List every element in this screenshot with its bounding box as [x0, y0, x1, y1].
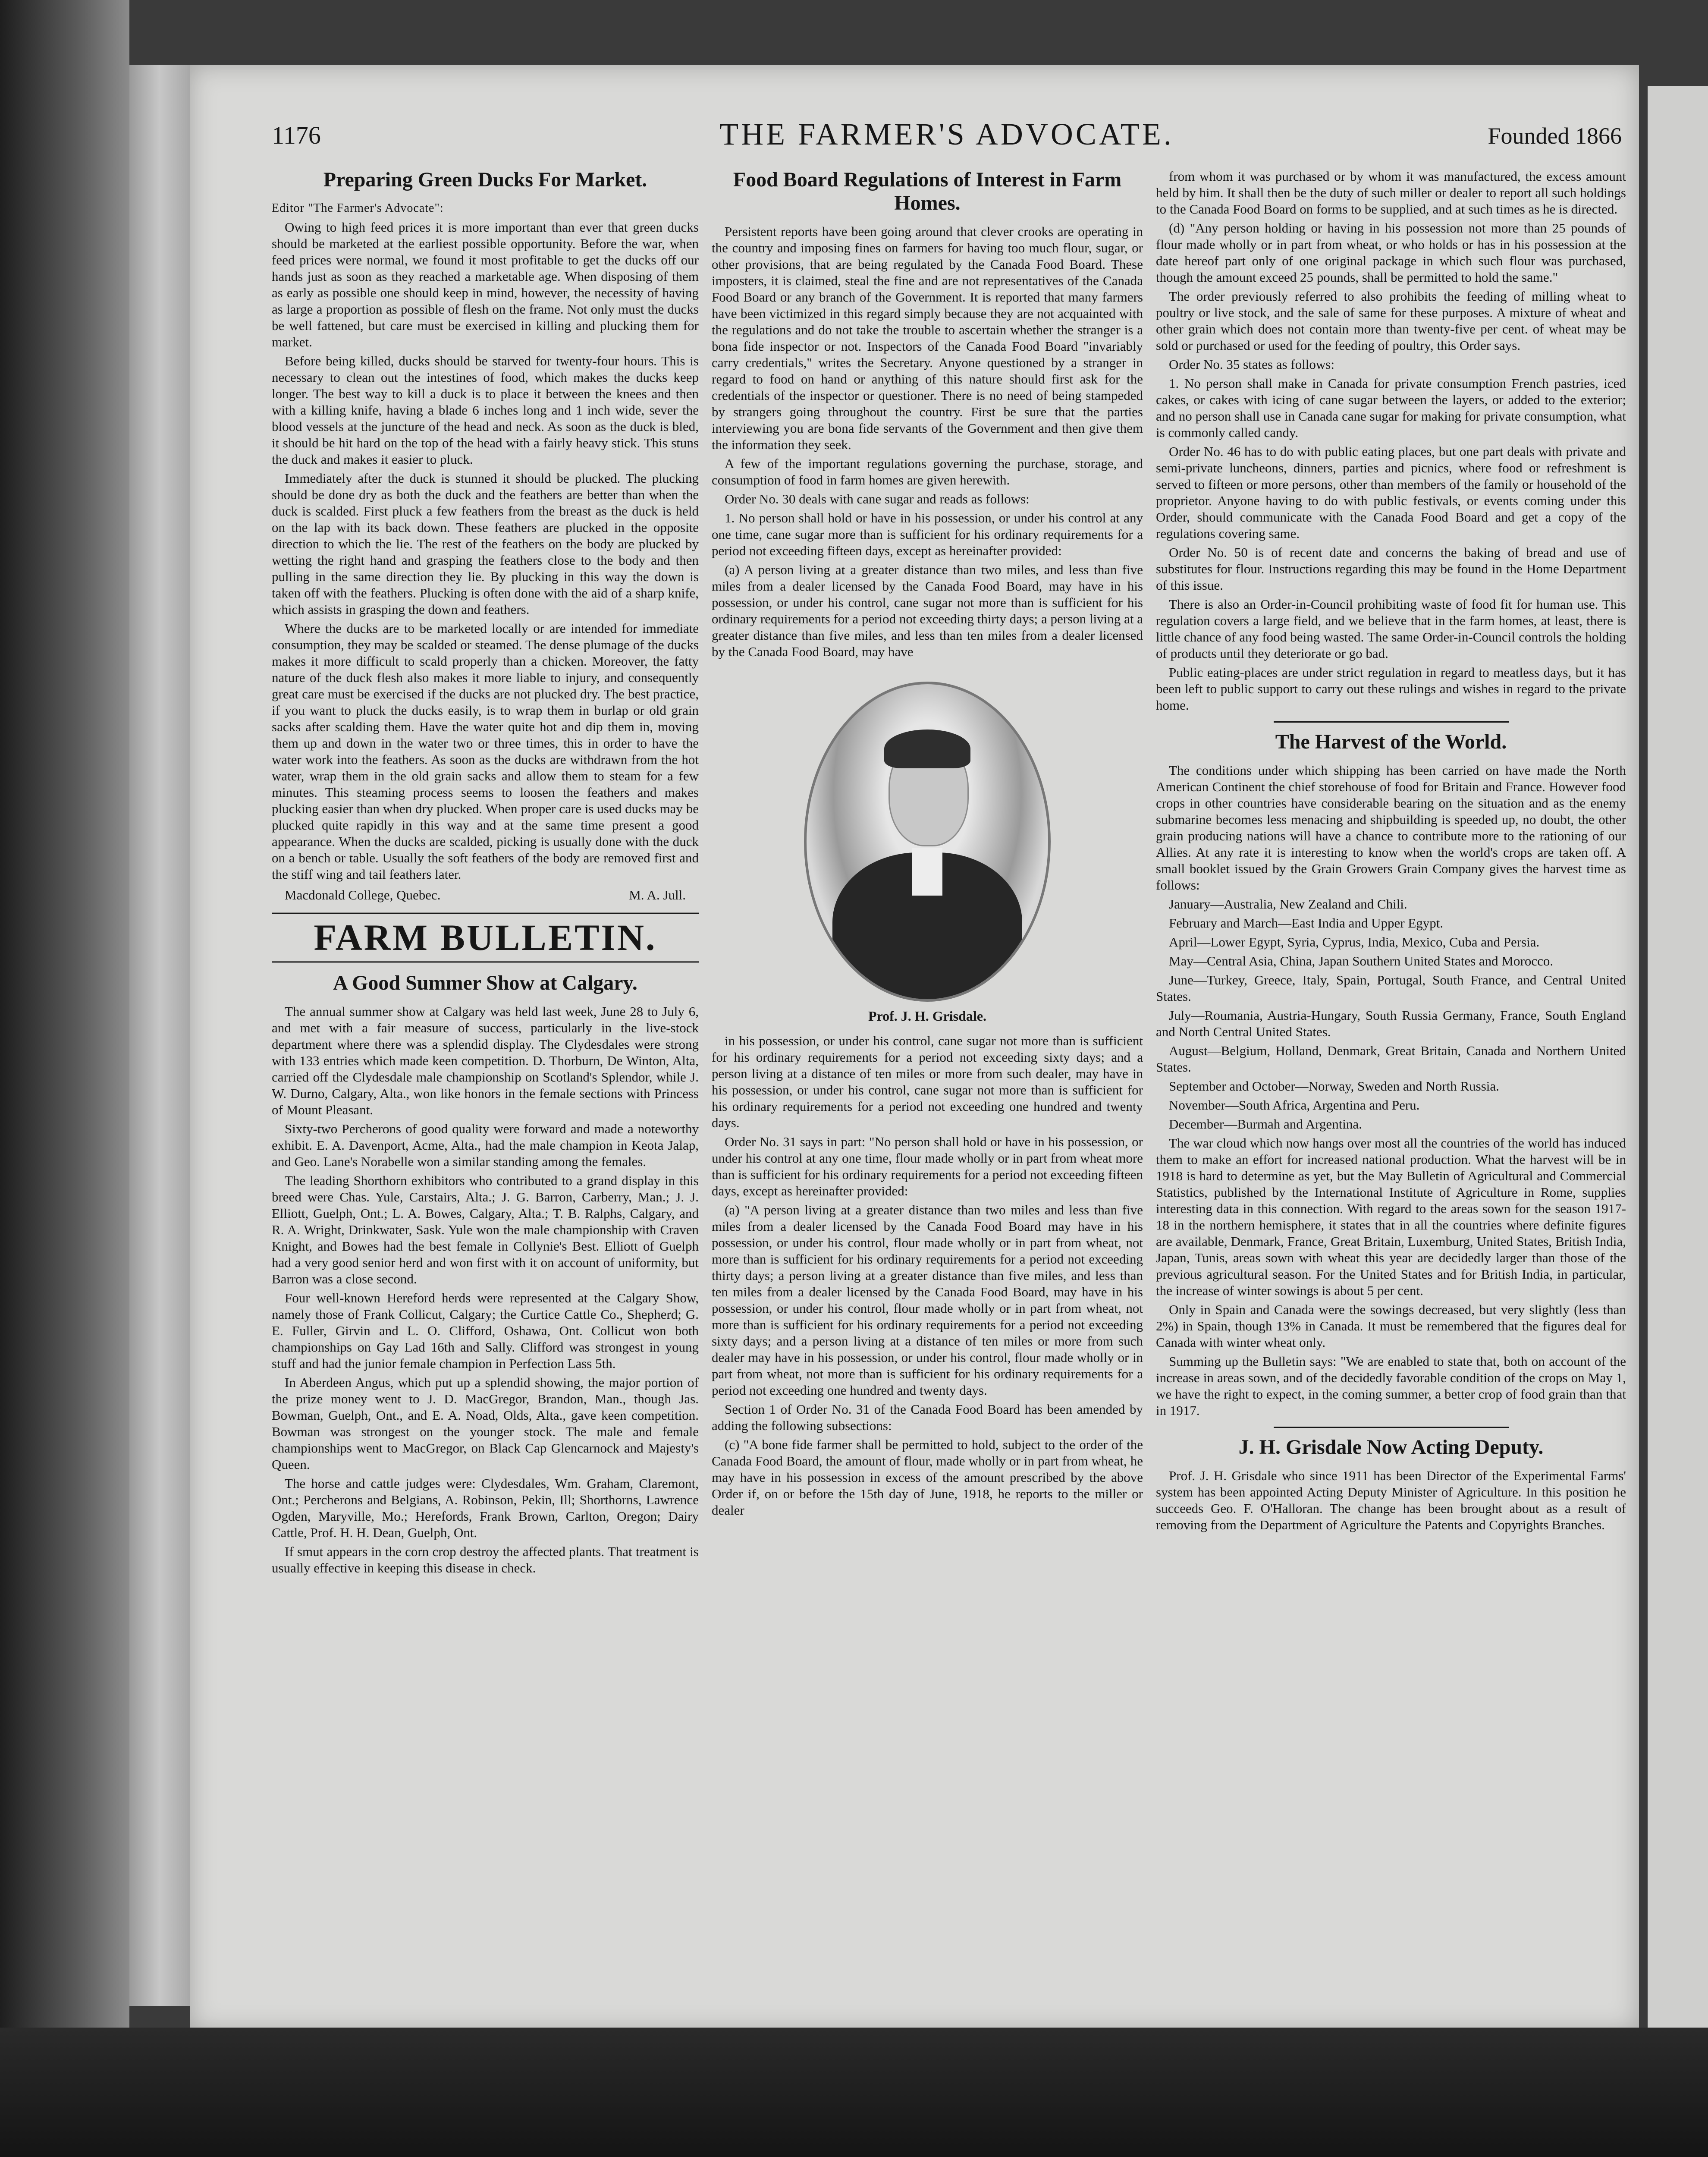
- column-right: [1156, 168, 1626, 1536]
- paragraph: In Aberdeen Angus, which put up a splendid showing, the major portion of the prize money went to J. D. MacGregor, Brandon, Man., though Jas. Bowman, Guelph, Ont., and E. A. Noad, Olds, Alta., gave keen competition. Bowman was strongest on the younger stock. The male and female championships went to MacGregor, on Black Cap Glencarnock and Majesty's Queen.: [272, 1375, 699, 1472]
- paragraph: There is also an Order-in-Council prohibiting waste of food fit for human use. This regulation covers a large field, and we believe that in the farm homes, at least, there is little chance of any food being wasted. The same Order-in-Council controls the holding of products until they deteriorate or go bad.: [1156, 597, 1626, 661]
- paragraph: (c) "A bone fide farmer shall be permitted to hold, subject to the order of the Canada Food Board, the amount of flour, made wholly or in part from wheat, he may have in his possession in excess of the amount prescribed by the above Order if, on or before the 15th day of June, 1918, he reports to the miller or dealer: [712, 1437, 1143, 1518]
- paragraph: The leading Shorthorn exhibitors who contributed to a grand display in this breed were Chas. Yule, Carstairs, Alta.; J. G. Barron, Carberry, Man.; J. J. Elliott, Guelph, Ont.; L. A. Bowes, Calgary, Alta.; T. B. Ralphs, Calgary, and R. A. Wright, Drinkwater, Sask. Yule won the male championship with Craven Knight, and Bowes had the best female in Collynie's Best. Elliott of Guelph had a very good senior herd and won first with it on account of uniformity, but Barron was a close second.: [272, 1173, 699, 1286]
- article-signoff: [285, 887, 686, 903]
- harvest-month: February and March—East India and Upper Egypt.: [1169, 915, 1444, 931]
- paragraph: Prof. J. H. Grisdale who since 1911 has been Director of the Experimental Farms' system has been appointed Acting Deputy Minister of Agriculture. In this position he succeeds Geo. F. O'Halloran. The change has been brought about as a result of removing from the Department of Agriculture the Patents and Copyrights Branches.: [1156, 1468, 1626, 1532]
- paragraph: Order No. 46 has to do with public eating places, but one part deals with private and semi-private luncheons, dinners, parties and picnics, where food or refreshment is served to fifteen or more persons, other than members of the family or household of the proprietor. Anyone having to do with public festivals, or events coming under this Order, should communicate with the Canada Food Board and get a copy of the regulations covering same.: [1156, 444, 1626, 541]
- paragraph: Section 1 of Order No. 31 of the Canada Food Board has been amended by adding the following subsections:: [712, 1402, 1143, 1433]
- paragraph: The annual summer show at Calgary was held last week, June 28 to July 6, and met with a fair measure of success, particularly in the live-stock department where there was a splendid display. The Clydesdales were strong with 133 entries which made keen competition. D. Thorburn, De Winton, Alta, carried off the Clydesdale male championship on Scotland's Splendor, while J. W. Durno, Calgary, Alta., won like honors in the female sections with Princess of Mount Pleasant.: [272, 1004, 699, 1117]
- section-divider: [1274, 721, 1509, 723]
- portrait-photo: [804, 682, 1051, 1002]
- portrait-figure: [798, 682, 1057, 1024]
- article-title-food-board: Food Board Regulations of Interest in Farm Homes.: [733, 168, 1122, 214]
- harvest-month: June—Turkey, Greece, Italy, Spain, Portugal, South France, and Central United States.: [1156, 972, 1626, 1004]
- paragraph: (a) "A person living at a greater distance than two miles and less than five miles from a dealer licensed by the Canada Food Board may have in his possession, or under his control, flour made wholly or in part from wheat, not more than is sufficient for his ordinary requirements for a period not exceeding thirty days; a person living at a greater distance than five miles, and less than ten miles from a dealer licensed by the Canada Food Board, may have in his possession, or under his control, flour made wholly or in part from wheat, not more than is sufficient for his ordinary requirements for a period not exceeding sixty days; and a person living at a distance of ten miles or more from such dealer may have in his possession, or under his control, flour made wholly or in part from wheat, not more than is sufficient for his ordinary requirements for a period not exceeding one hundred and twenty days.: [712, 1202, 1143, 1398]
- harvest-month: January—Australia, New Zealand and Chili.: [1169, 896, 1407, 912]
- scan-background-left: [0, 0, 129, 2157]
- paragraph: in his possession, or under his control, cane sugar not more than is sufficient for his ordinary requirements for a period not exceeding sixty days; and a person living at a distance of ten miles or more from such dealer, may have in his possession, or under his control, cane sugar not more than is sufficient for his ordinary requirements for a period not exceeding one hundred and twenty days.: [712, 1033, 1143, 1130]
- harvest-month: April—Lower Egypt, Syria, Cyprus, India, Mexico, Cuba and Persia.: [1169, 934, 1540, 950]
- harvest-month: August—Belgium, Holland, Denmark, Great Britain, Canada and Northern United States.: [1156, 1043, 1626, 1075]
- harvest-month: July—Roumania, Austria-Hungary, South Russia Germany, France, South England and North Central United States.: [1156, 1008, 1626, 1039]
- column-left: [272, 168, 699, 1579]
- scan-background-bottom: [0, 2028, 1708, 2157]
- paragraph: (d) "Any person holding or having in his possession not more than 25 pounds of flour made wholly or in part from wheat, or who holds or has in his possession at the date hereof part only of one original package in which such flour was purchased, though the amount exceed 25 pounds, shall be permitted to hold the same.": [1156, 220, 1626, 285]
- portrait-collar: [912, 848, 942, 896]
- paragraph: Only in Spain and Canada were the sowings decreased, but very slightly (less than 2%) in Spain, though 13% in Canada. It must be remembered that the figures deal for Canada with winter wheat only.: [1156, 1302, 1626, 1350]
- portrait-hair: [884, 729, 970, 768]
- page-header: [272, 116, 1622, 160]
- portrait-caption: Prof. J. H. Grisdale.: [868, 1008, 987, 1024]
- paragraph: The war cloud which now hangs over most all the countries of the world has induced them to make an effort for increased national production. What the harvest will be in 1918 is hard to determine as yet, but the May Bulletin of Agricultural and Commercial Statistics, published by the International Institute of Agriculture in Rome, supplies interesting data in this connection. With regard to the areas sown for the season 1917-18 in the northern hemisphere, it states that in all the countries where definite figures are available, Denmark, France, Great Britain, Luxemburg, United States, British India, Japan, Tunis, areas sown with wheat this year are decidedly larger than those of the previous agricultural season. For the United States and for British India, in particular, the increase of winter sowings is about 5 per cent.: [1156, 1135, 1626, 1298]
- section-divider: [1274, 1427, 1509, 1428]
- book-binding: [129, 65, 190, 2006]
- article-title-calgary-show: A Good Summer Show at Calgary.: [333, 972, 637, 994]
- founded-year: Founded 1866: [1488, 123, 1622, 149]
- paragraph: Where the ducks are to be marketed locally or are intended for immediate consumption, they may be scalded or steamed. The dense plumage of the ducks makes it more difficult to scald properly than a chicken. Moreover, the fatty nature of the duck flesh also makes it more liable to injury, and consequently great care must be exercised if the ducks are not plucked dry. The best practice, if you want to pluck the ducks easily, is to wrap them in burlap or old grain sacks after scalding them. Have the water quite hot and dip them in, moving them up and down in the water two or three times, this in order to have the water work into the feathers. As soon as the ducks are withdrawn from the hot water, wrap them in the old grain sacks and allow them to steam for a few minutes. This steaming process seems to loosen the feathers and makes plucking easier than when dry plucked. When proper care is used ducks may be plucked quite rapidly in this way and at the same time present a good appearance. When the ducks are scalded, picking is usually done with the duck on a bench or table. Usually the soft feathers of the body are removed first and the stiff wing and tail feathers later.: [272, 621, 699, 882]
- paragraph: Order No. 30 deals with cane sugar and reads as follows:: [725, 491, 1030, 506]
- paragraph: 1. No person shall hold or have in his possession, or under his control at any one time, cane sugar more than is sufficient for his ordinary requirements for a period not exceeding fifteen days, except as hereinafter provided:: [712, 510, 1143, 558]
- newspaper-page: [190, 65, 1639, 2032]
- paragraph: (a) A person living at a greater distance than two miles, and less than five miles from a dealer licensed by the Canada Food Board, may have in his possession, or under his control, cane sugar not more than is sufficient for his ordinary requirements for a period not exceeding thirty days; a person living at a greater distance than five miles, and less than ten miles from a dealer licensed by the Canada Food Board, may have: [712, 562, 1143, 659]
- harvest-month: September and October—Norway, Sweden and North Russia.: [1169, 1078, 1499, 1094]
- harvest-month: May—Central Asia, China, Japan Southern United States and Morocco.: [1169, 953, 1554, 968]
- article-title-grisdale: J. H. Grisdale Now Acting Deputy.: [1238, 1436, 1544, 1459]
- paragraph: The conditions under which shipping has been carried on have made the North American Continent the chief storehouse of food for Britain and France. However food crops in other countries have considerable bearing on the situation and as the enemy submarine becomes less menacing and shipbuilding is speeded up, no doubt, the other grain producing nations will have a chance to contribute more to the rationing of our Allies. At any rate it is interesting to know when the world's crops are taken off. A small booklet issued by the Grain Growers Grain Company gives the harvest time as follows:: [1156, 763, 1626, 893]
- paragraph: The horse and cattle judges were: Clydesdales, Wm. Graham, Claremont, Ont.; Percherons and Belgians, A. Robinson, Pekin, Ill; Shorthorns, Lawrence Ogden, Maryville, Mo.; Herefords, Frank Brown, Carlton, Oregon; Dairy Cattle, Prof. H. H. Dean, Guelph, Ont.: [272, 1476, 699, 1540]
- editor-salutation: Editor "The Farmer's Advocate":: [272, 201, 444, 215]
- masthead: THE FARMER'S ADVOCATE.: [719, 117, 1174, 151]
- paragraph: Immediately after the duck is stunned it should be plucked. The plucking should be done dry as both the duck and the feathers are better than when the duck is scalded. First pluck a few feathers from the breast as the duck is held on the lap with its back down. These feathers are plucked in the opposite direction to which the lie. The rest of the feathers on the body are plucked by wetting the right hand and grasping the feathers close to the body and then pulling in the same direction they lie. By plucking in this way the down is taken off with the feathers. Plucking is often done with the aid of a sharp knife, which assists in grasping the down and feathers.: [272, 471, 699, 617]
- paragraph: The order previously referred to also prohibits the feeding of milling wheat to poultry or live stock, and the sale of same for these purposes. A mixture of wheat and other grain which does not contain more than twenty-five per cent. of wheat may be sold or purchased or used for the feeding of poultry, this Order says.: [1156, 289, 1626, 353]
- author-place: Macdonald College, Quebec.: [285, 887, 441, 902]
- paragraph: Public eating-places are under strict regulation in regard to meatless days, but it has been left to public support to carry out these rulings and wishes in regard to the private home.: [1156, 665, 1626, 713]
- paragraph: 1. No person shall make in Canada for private consumption French pastries, iced cakes, or cakes with icing of cane sugar between the layers, or added to the exterior; and no person shall use in Canada cane sugar for making for private consumption, what is commonly called candy.: [1156, 376, 1626, 440]
- harvest-month: December—Burmah and Argentina.: [1169, 1116, 1362, 1132]
- article-title-green-ducks: Preparing Green Ducks For Market.: [323, 168, 647, 191]
- paragraph: Order No. 35 states as follows:: [1169, 357, 1334, 372]
- harvest-month: November—South Africa, Argentina and Peru.: [1169, 1097, 1420, 1113]
- paragraph: Four well-known Hereford herds were represented at the Calgary Show, namely those of Frank Collicut, Calgary; the Curtice Cattle Co., Shepherd; G. E. Fuller, Girvin and L. O. Clifford, Oshawa, Ont. Collicut won both championships on Gay Lad 16th and Sally. Clifford was strongest in young stuff and had the junior female champion in Perfection Lass 5th.: [272, 1290, 699, 1371]
- author-name: M. A. Jull.: [629, 887, 686, 902]
- column-middle: [712, 168, 1143, 1521]
- paragraph: Order No. 31 says in part: "No person shall hold or have in his possession, or under his control at any one time, flour made wholly or in part from wheat more than is sufficient for his ordinary requirements for a period not exceeding fifteen days, except as hereinafter provided:: [712, 1134, 1143, 1198]
- paragraph: Summing up the Bulletin says: "We are enabled to state that, both on account of the increase in areas sown, and of the decidedly favorable condition of the crops on May 1, we have the right to expect, in the coming summer, a better crop of food grain than that in 1917.: [1156, 1354, 1626, 1418]
- paragraph: from whom it was purchased or by whom it was manufactured, the excess amount held by him. It shall then be the duty of such miller or dealer to report all such holdings to the Canada Food Board on forms to be supplied, and at such times as he is directed.: [1156, 169, 1626, 217]
- article-title-harvest: The Harvest of the World.: [1275, 730, 1507, 753]
- paragraph: Sixty-two Percherons of good quality were forward and made a noteworthy exhibit. E. A. Davenport, Acme, Alta., had the male champion in Keota Jalap, and Geo. Lane's Norabelle won a similar standing among the females.: [272, 1121, 699, 1169]
- paragraph: Order No. 50 is of recent date and concerns the baking of bread and use of substitutes for flour. Instructions regarding this may be found in the Home Department of this issue.: [1156, 545, 1626, 593]
- page-number: 1176: [272, 121, 321, 149]
- paragraph: Before being killed, ducks should be starved for twenty-four hours. This is necessary to clean out the intestines of food, which makes the ducks keep longer. The best way to kill a duck is to place it between the knees and then with a killing knife, having a blade 6 inches long and 1 inch wide, sever the blood vessels at the juncture of the head and neck. As soon as the duck is bled, it should be hit hard on the top of the head with a fairly heavy stick. This stuns the duck and makes it easier to pluck.: [272, 353, 699, 467]
- paragraph: Persistent reports have been going around that clever crooks are operating in the country and imposing fines on farmers for having too much flour, sugar, or other provisions, that are being regulated by the Canada Food Board. These imposters, it is claimed, steal the fine and are not representatives of the Canada Food Board or any branch of the Government. It is reported that many farmers have been victimized in this regard simply because they are not acquainted with the regulations and do not take the trouble to ascertain whether the stranger is a bona fide inspector or not. Inspectors of the Canada Food Board "invariably carry credentials," writes the Secretary. Anyone questioned by a stranger in regard to food on hand or anything of this nature should first ask for the credentials of the inspector or questioner. There is no need of being stampeded by strangers going throughout the country. First be sure that the parties interviewing you are bona fide servants of the Government and then give them the information they seek.: [712, 224, 1143, 452]
- section-heading-farm-bulletin: FARM BULLETIN.: [272, 912, 699, 963]
- paragraph: A few of the important regulations governing the purchase, storage, and consumption of food in farm homes are given herewith.: [712, 456, 1143, 487]
- paragraph: Owing to high feed prices it is more important than ever that green ducks should be marketed at the earliest possible opportunity. Before the war, when feed prices were normal, we found it most profitable to get the ducks off our hands just as soon as they reached a marketable age. When disposing of them as early as possible one should keep in mind, however, the necessity of having as large a proportion as possible of flesh on the frame. Not only must the ducks be well fattened, but care must be exercised in killing and plucking them for market.: [272, 220, 699, 349]
- adjacent-page-edge: [1648, 86, 1708, 2114]
- smut-note: If smut appears in the corn crop destroy the affected plants. That treatment is usually effective in keeping this disease in check.: [272, 1544, 699, 1575]
